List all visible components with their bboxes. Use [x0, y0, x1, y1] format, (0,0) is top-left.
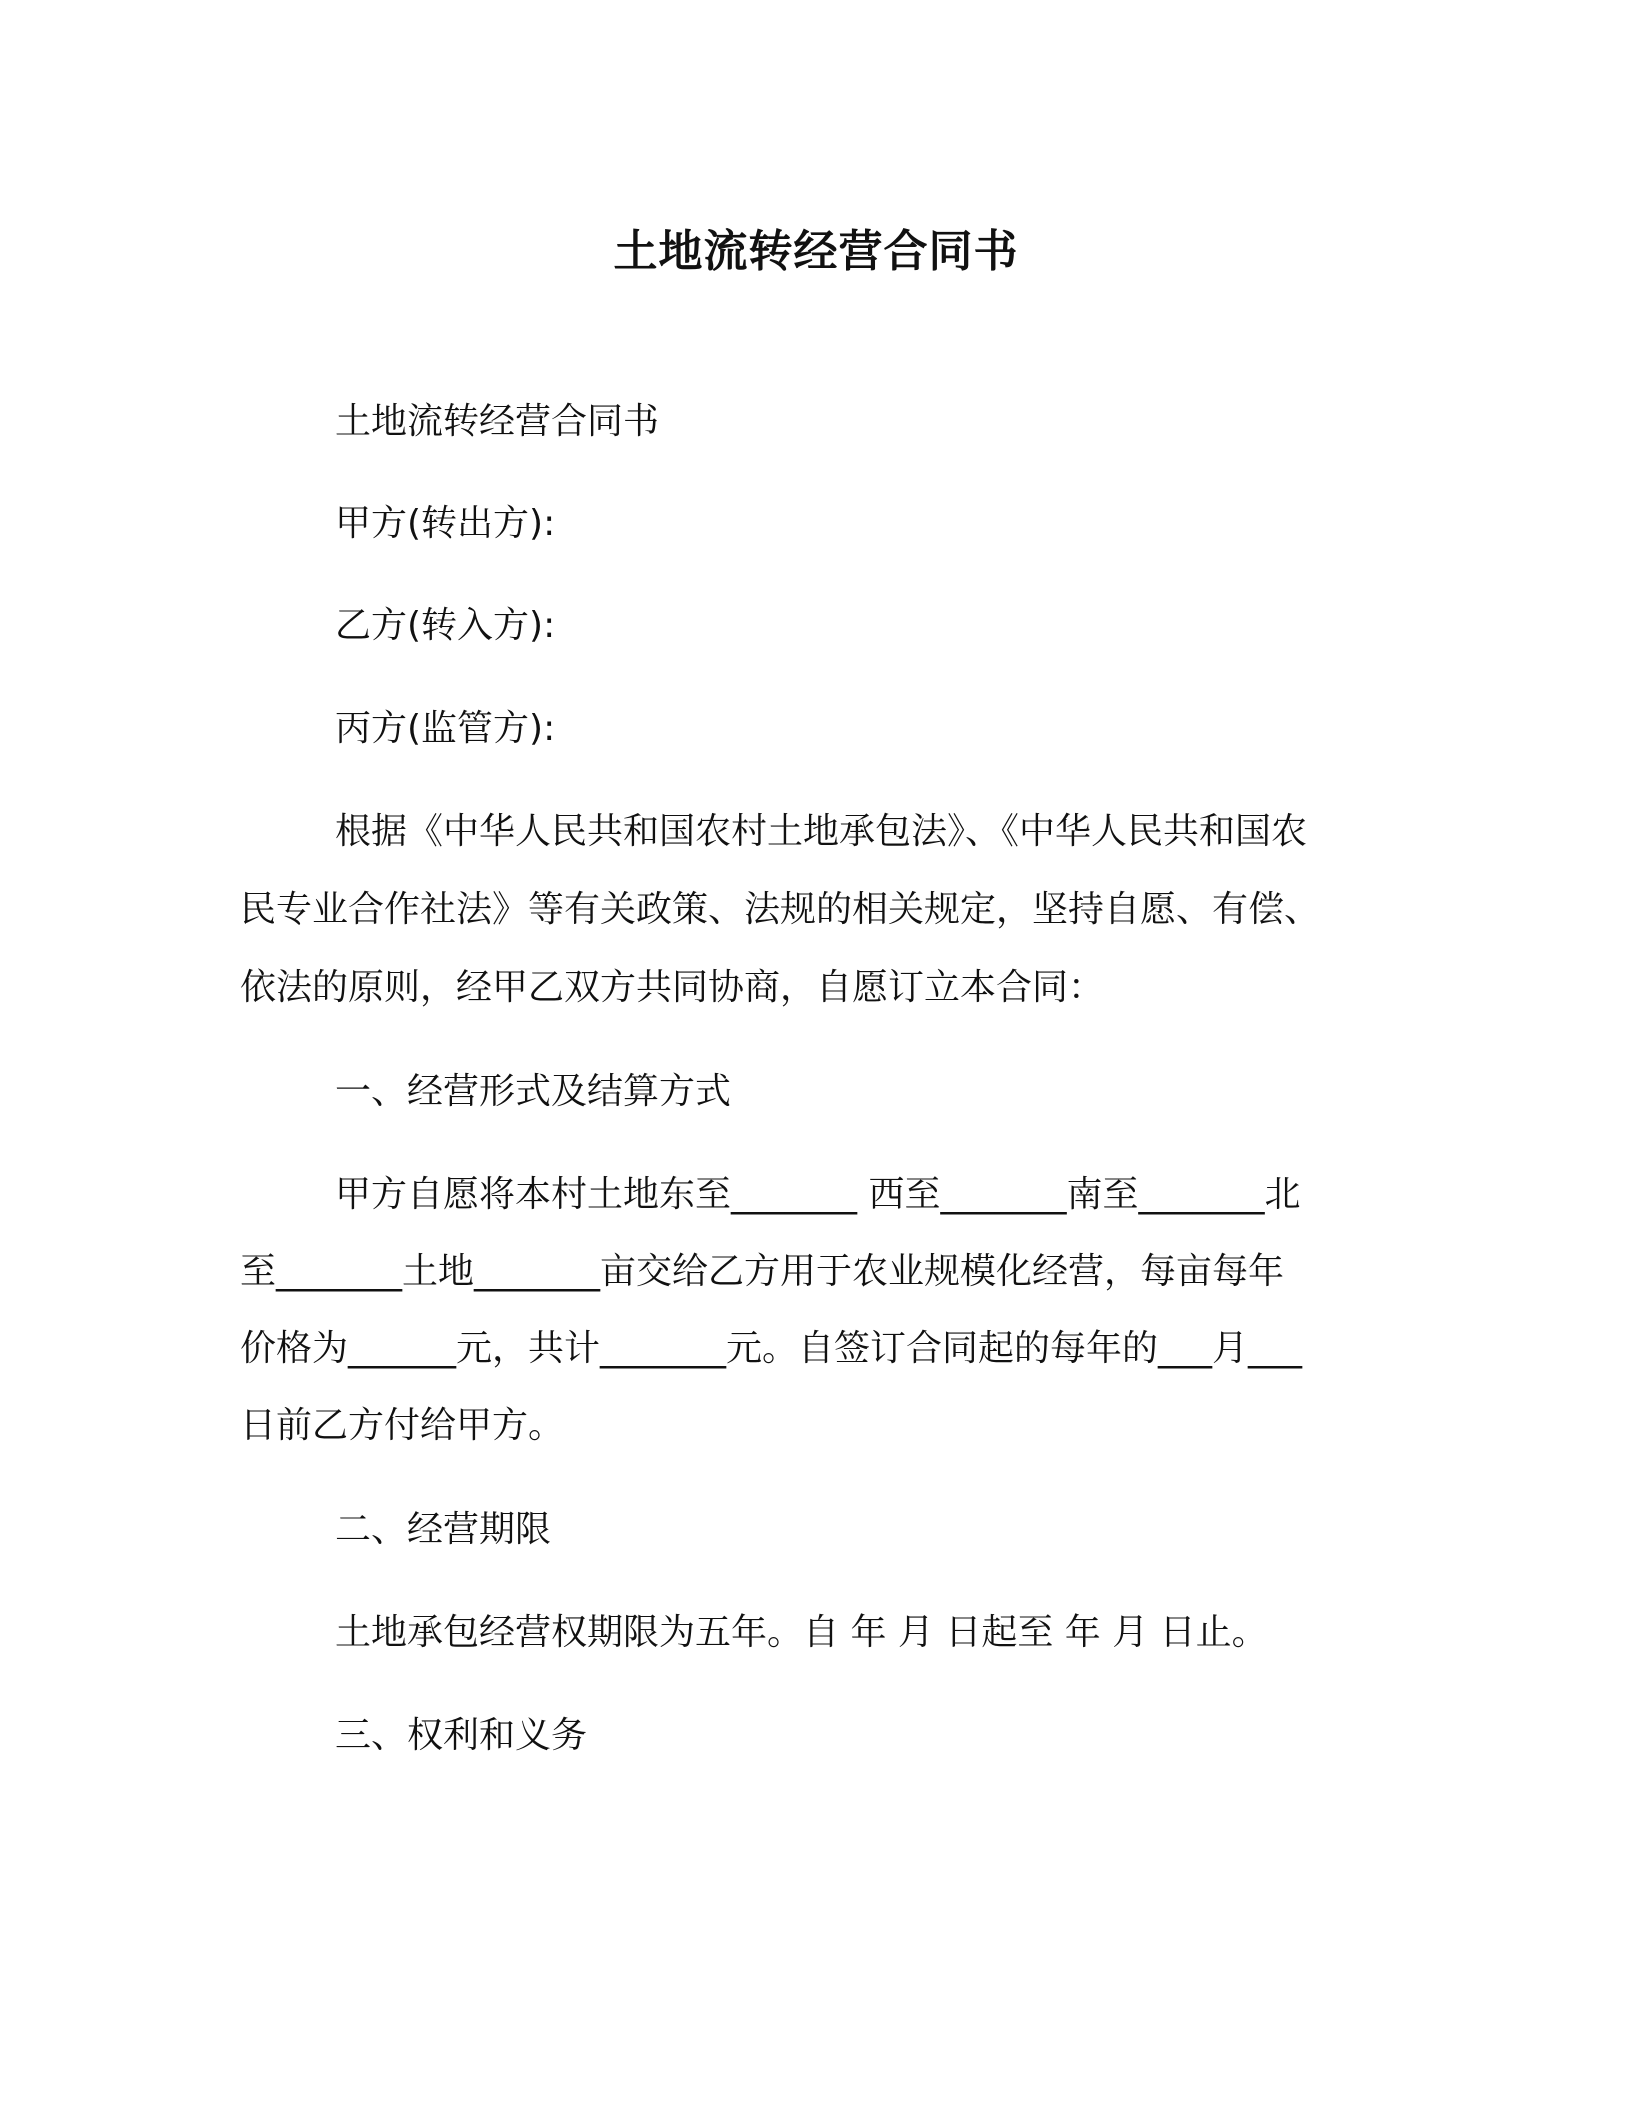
- party-b-line: 乙方(转入方):: [335, 605, 556, 646]
- section-1-line: 价格为______元，共计_______元。自签订合同起的每年的___月___: [240, 1328, 1303, 1369]
- section-1-line: 甲方自愿将本村土地东至_______ 西至_______南至_______北: [335, 1174, 1301, 1215]
- section-2-heading: 二、经营期限: [335, 1509, 552, 1550]
- section-1-heading: 一、经营形式及结算方式: [335, 1071, 732, 1112]
- section-1-line: 日前乙方付给甲方。: [240, 1405, 565, 1446]
- preamble-line: 根据《中华人民共和国农村土地承包法》、《中华人民共和国农: [335, 811, 1308, 852]
- preamble-line: 民专业合作社法》等有关政策、法规的相关规定，坚持自愿、有偿、: [240, 889, 1321, 930]
- party-c-line: 丙方(监管方):: [335, 708, 556, 749]
- preamble-line: 依法的原则，经甲乙双方共同协商，自愿订立本合同：: [240, 967, 1105, 1008]
- section-1-line: 至_______土地_______亩交给乙方用于农业规模化经营，每亩每年: [240, 1251, 1285, 1292]
- party-a-line: 甲方(转出方):: [335, 503, 556, 544]
- document-title: 土地流转经营合同书: [613, 226, 1019, 277]
- section-3-heading: 三、权利和义务: [335, 1715, 588, 1756]
- section-2-text: 土地承包经营权期限为五年。自 年 月 日起至 年 月 日止。: [335, 1612, 1268, 1653]
- document-subtitle: 土地流转经营合同书: [335, 401, 660, 442]
